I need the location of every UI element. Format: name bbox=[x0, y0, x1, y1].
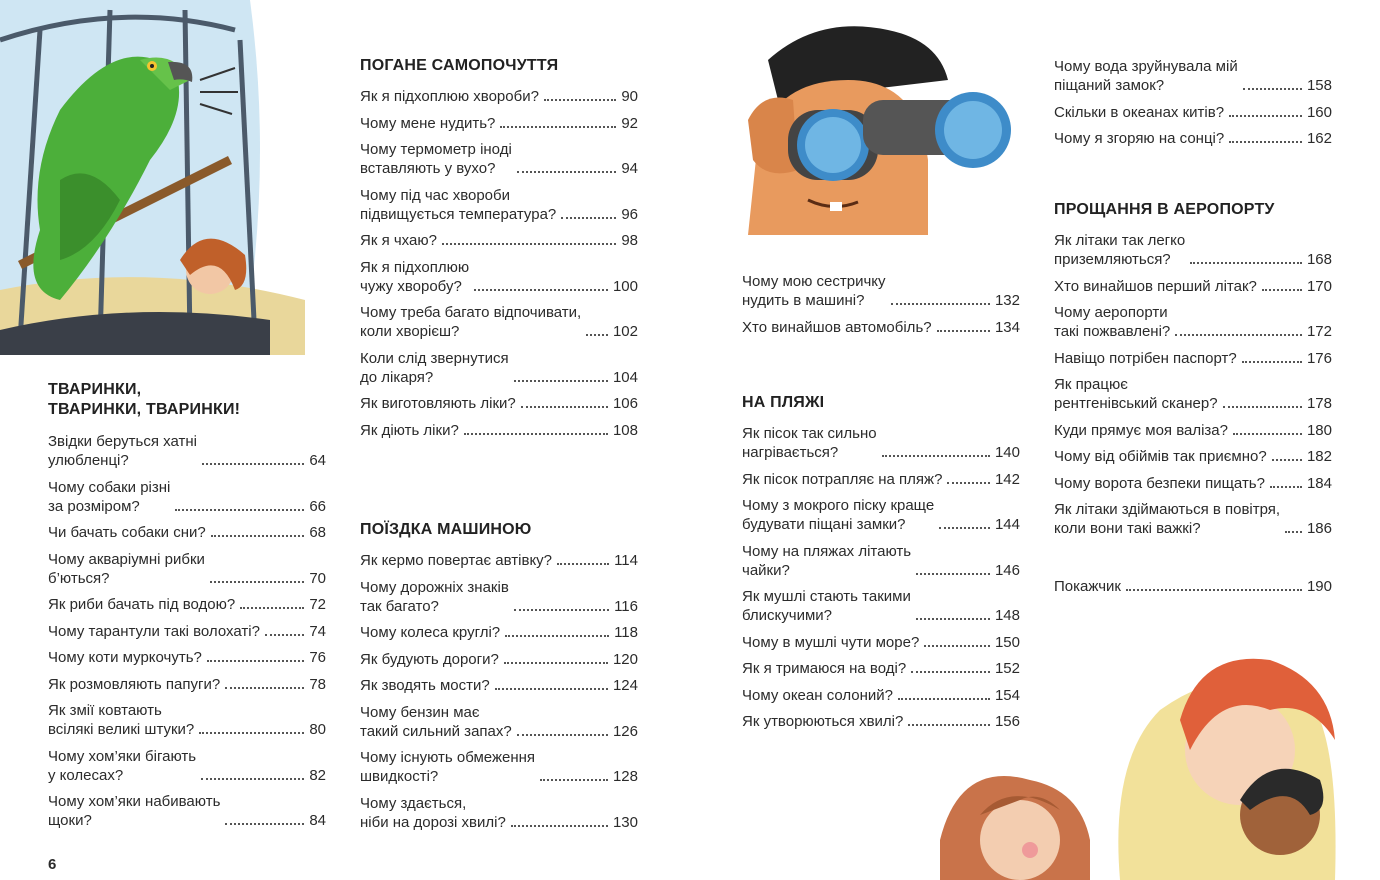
dot-leader bbox=[210, 581, 304, 583]
toc-entry bbox=[1054, 103, 1332, 122]
toc-entry-title: Як мушлі стають такими блискучими? bbox=[742, 588, 911, 624]
toc-entry-title: Чи бачать собаки сни? bbox=[48, 524, 206, 541]
dot-leader bbox=[916, 618, 990, 620]
toc-entry-page: 126 bbox=[612, 722, 638, 740]
dot-leader bbox=[211, 535, 305, 537]
toc-entry-page: 116 bbox=[614, 597, 638, 615]
toc-entry-title: Чому акваріумні рибки б’ються? bbox=[48, 550, 205, 587]
dot-leader bbox=[891, 303, 990, 305]
toc-entry bbox=[1054, 375, 1332, 413]
toc-entry-page: 142 bbox=[994, 470, 1020, 488]
toc-entry-title: Чому в мушлі чути море? bbox=[742, 633, 920, 651]
dot-leader bbox=[202, 463, 304, 465]
toc-entry-title: Чому здається, ніби на дорозі хвилі? bbox=[360, 794, 506, 831]
toc-entry-page: 180 bbox=[1306, 421, 1332, 439]
toc-entry-title: Як я підхоплюю чужу хворобу? bbox=[360, 258, 470, 295]
toc-entry-title: Як я підхоплюю хвороби? bbox=[360, 88, 539, 105]
toc-entry-page: 156 bbox=[994, 713, 1020, 730]
toc-entry bbox=[48, 550, 326, 588]
toc-entry-page: 90 bbox=[621, 88, 638, 105]
toc-entry-page: 102 bbox=[612, 323, 638, 340]
toc-entry bbox=[1054, 447, 1332, 466]
dot-leader bbox=[1233, 433, 1302, 435]
toc-entry-title: Чому коти муркочуть? bbox=[48, 649, 202, 666]
toc-entry bbox=[1054, 129, 1332, 148]
toc-entry bbox=[48, 648, 326, 667]
dot-leader bbox=[199, 732, 304, 734]
toc-entry-title: Коли слід звернутися до лікаря? bbox=[360, 349, 509, 386]
section-index bbox=[1054, 577, 1332, 604]
toc-entry bbox=[742, 542, 1020, 580]
toc-entry bbox=[742, 659, 1020, 678]
toc-entry bbox=[48, 675, 326, 694]
toc-entry bbox=[48, 432, 326, 470]
toc-entry-title: Як змії ковтають всілякі великі штуки? bbox=[48, 702, 195, 738]
toc-entry-title: Як виготовляють ліки? bbox=[360, 395, 516, 412]
dot-leader bbox=[514, 609, 609, 611]
toc-entry bbox=[742, 496, 1020, 534]
toc-entry bbox=[1054, 57, 1332, 95]
toc-entry bbox=[1054, 577, 1332, 596]
dot-leader bbox=[1243, 88, 1302, 90]
toc-entry bbox=[360, 650, 638, 669]
toc-entry-page: 184 bbox=[1306, 474, 1332, 492]
toc-entry-title: Чому хом’яки набивають щоки? bbox=[48, 793, 221, 829]
toc-entry bbox=[48, 747, 326, 785]
dot-leader bbox=[517, 734, 608, 736]
toc-entry-title: Як пісок потрапляє на пляж? bbox=[742, 470, 943, 488]
toc-entry-title: Куди прямує моя валіза? bbox=[1054, 421, 1228, 439]
toc-entry-title: Покажчик bbox=[1054, 578, 1121, 595]
toc-entry-page: 176 bbox=[1306, 349, 1332, 367]
section-title-beach: НА ПЛЯЖІ bbox=[742, 394, 825, 411]
toc-entry-title: Чому на пляжах літають чайки? bbox=[742, 542, 912, 579]
toc-entry bbox=[360, 676, 638, 695]
toc-entry-title: Хто винайшов автомобіль? bbox=[742, 318, 932, 336]
dot-leader bbox=[1272, 459, 1302, 461]
toc-entry-page: 104 bbox=[612, 368, 638, 386]
dot-leader bbox=[504, 662, 608, 664]
toc-entry-page: 124 bbox=[612, 677, 638, 694]
dot-leader bbox=[544, 99, 616, 101]
dot-leader bbox=[442, 243, 616, 245]
dot-leader bbox=[916, 573, 990, 575]
dot-leader bbox=[474, 289, 608, 291]
toc-entry bbox=[360, 231, 638, 250]
toc-entry bbox=[48, 622, 326, 641]
toc-entry-title: Чому аеропорти такі пожвавлені? bbox=[1054, 304, 1171, 340]
toc-entry-title: Чому вода зруйнувала мій піщаний замок? bbox=[1054, 58, 1238, 94]
section-car-trip bbox=[360, 520, 638, 839]
toc-entry bbox=[360, 186, 638, 224]
dot-leader bbox=[1229, 141, 1302, 143]
dot-leader bbox=[561, 217, 616, 219]
dot-leader bbox=[1270, 486, 1302, 488]
toc-entry bbox=[360, 303, 638, 341]
right-page bbox=[690, 0, 1380, 880]
dot-leader bbox=[586, 334, 608, 336]
toc-entry-page: 72 bbox=[309, 596, 326, 613]
toc-entry-title: Як діють ліки? bbox=[360, 421, 459, 439]
toc-entry-page: 118 bbox=[614, 624, 638, 641]
dot-leader bbox=[1262, 289, 1302, 291]
toc-entry-title: Хто винайшов перший літак? bbox=[1054, 277, 1257, 295]
section-airport bbox=[1054, 200, 1332, 546]
toc-entry-title: Чому собаки різні за розміром? bbox=[48, 478, 171, 515]
dot-leader bbox=[225, 823, 304, 825]
dot-leader bbox=[505, 635, 609, 637]
section-beach-continued bbox=[1054, 57, 1332, 156]
dot-leader bbox=[1242, 361, 1302, 363]
toc-entry-page: 94 bbox=[621, 160, 638, 177]
toc-entry bbox=[1054, 500, 1332, 538]
toc-entry-page: 170 bbox=[1306, 277, 1332, 295]
toc-entry bbox=[742, 318, 1020, 337]
toc-entry-title: Чому мою сестричку нудить в машині? bbox=[742, 273, 886, 309]
toc-entry-title: Звідки беруться хатні улюбленці? bbox=[48, 433, 197, 469]
toc-entry bbox=[48, 792, 326, 830]
toc-entry-page: 160 bbox=[1306, 103, 1332, 121]
dot-leader bbox=[882, 455, 990, 457]
toc-entry-title: Як літаки так легко приземляються? bbox=[1054, 232, 1186, 268]
toc-entry bbox=[48, 478, 326, 516]
toc-entry-title: Чому тарантули такі волохаті? bbox=[48, 622, 260, 640]
toc-entry-page: 140 bbox=[994, 444, 1020, 461]
toc-entry-page: 178 bbox=[1306, 395, 1332, 412]
dot-leader bbox=[511, 825, 608, 827]
dot-leader bbox=[911, 671, 990, 673]
toc-entry-title: Як працює рентгенівський сканер? bbox=[1054, 376, 1218, 412]
toc-entry-page: 68 bbox=[309, 524, 326, 541]
toc-entry-title: Чому від обіймів так приємно? bbox=[1054, 448, 1267, 465]
section-title-unwell: ПОГАНЕ САМОПОЧУТТЯ bbox=[360, 57, 559, 74]
dot-leader bbox=[939, 527, 990, 529]
toc-entry-title: Як утворюються хвилі? bbox=[742, 713, 904, 730]
dot-leader bbox=[908, 724, 990, 726]
toc-entry bbox=[360, 578, 638, 616]
toc-entry-title: Чому ворота безпеки пищать? bbox=[1054, 474, 1265, 492]
toc-entry bbox=[1054, 421, 1332, 440]
toc-entry-title: Чому існують обмеження швидкості? bbox=[360, 749, 536, 785]
dot-leader bbox=[1190, 262, 1302, 264]
toc-entry-title: Чому океан солоний? bbox=[742, 686, 894, 704]
section-title-airport: ПРОЩАННЯ В АЕРОПОРТУ bbox=[1054, 201, 1275, 218]
toc-entry-page: 190 bbox=[1306, 578, 1332, 595]
toc-entry-page: 158 bbox=[1306, 77, 1332, 94]
toc-entry-page: 172 bbox=[1306, 323, 1332, 340]
dot-leader bbox=[1175, 334, 1302, 336]
dot-leader bbox=[1285, 531, 1302, 533]
toc-entry-page: 168 bbox=[1306, 251, 1332, 268]
toc-entry-page: 144 bbox=[994, 516, 1020, 533]
toc-entry-page: 80 bbox=[309, 721, 326, 738]
toc-entry bbox=[360, 140, 638, 178]
toc-entry-page: 70 bbox=[309, 569, 326, 587]
toc-entry bbox=[1054, 277, 1332, 296]
toc-entry-title: Як я чхаю? bbox=[360, 232, 437, 249]
toc-entry bbox=[360, 114, 638, 133]
section-car-trip-continued bbox=[742, 272, 1020, 344]
toc-entry-page: 120 bbox=[612, 650, 638, 668]
parrot-illustration bbox=[0, 0, 310, 360]
dot-leader bbox=[540, 779, 608, 781]
dot-leader bbox=[517, 171, 617, 173]
toc-entry-title: Як кермо повертає автівку? bbox=[360, 552, 553, 569]
toc-entry-title: Чому мене нудить? bbox=[360, 114, 496, 132]
dot-leader bbox=[1229, 115, 1302, 117]
dot-leader bbox=[521, 406, 608, 408]
toc-entry-page: 98 bbox=[621, 232, 638, 249]
binoculars-boy-illustration bbox=[738, 20, 1028, 242]
toc-entry bbox=[48, 523, 326, 542]
dot-leader bbox=[514, 380, 608, 382]
toc-entry bbox=[360, 551, 638, 570]
toc-entry bbox=[360, 623, 638, 642]
toc-entry bbox=[742, 712, 1020, 731]
toc-entry-title: Чому колеса круглі? bbox=[360, 624, 501, 641]
toc-entry-page: 82 bbox=[309, 766, 326, 784]
toc-entry-title: Чому з мокрого піску краще будувати піщані замки? bbox=[742, 497, 935, 533]
dot-leader bbox=[500, 126, 616, 128]
toc-entry bbox=[1054, 349, 1332, 368]
toc-entry-page: 154 bbox=[994, 686, 1020, 704]
toc-entry-page: 84 bbox=[309, 812, 326, 829]
toc-entry-title: Чому бензин має такий сильний запах? bbox=[360, 703, 512, 740]
toc-entry-page: 152 bbox=[994, 660, 1020, 677]
dot-leader bbox=[924, 645, 990, 647]
toc-entry-page: 148 bbox=[994, 607, 1020, 624]
toc-entry-title: Як будують дороги? bbox=[360, 650, 499, 668]
toc-entry-page: 92 bbox=[621, 114, 638, 132]
dot-leader bbox=[557, 563, 609, 565]
toc-entry-page: 66 bbox=[309, 497, 326, 515]
toc-entry bbox=[742, 424, 1020, 462]
toc-entry-page: 78 bbox=[309, 675, 326, 693]
toc-entry-page: 64 bbox=[309, 452, 326, 469]
dot-leader bbox=[947, 482, 990, 484]
dot-leader bbox=[1223, 406, 1302, 408]
dot-leader bbox=[201, 778, 304, 780]
toc-entry bbox=[360, 87, 638, 106]
toc-entry bbox=[360, 421, 638, 440]
section-animals bbox=[48, 380, 326, 838]
toc-entry-page: 100 bbox=[612, 277, 638, 295]
toc-entry-title: Як зводять мости? bbox=[360, 677, 490, 694]
toc-entry-page: 186 bbox=[1306, 520, 1332, 537]
dot-leader bbox=[937, 330, 990, 332]
toc-entry bbox=[360, 703, 638, 741]
toc-entry-page: 150 bbox=[994, 633, 1020, 651]
toc-entry bbox=[360, 349, 638, 387]
toc-entry bbox=[742, 470, 1020, 489]
toc-entry bbox=[742, 587, 1020, 625]
toc-entry-title: Чому я згоряю на сонці? bbox=[1054, 130, 1225, 147]
toc-entry-page: 74 bbox=[309, 622, 326, 640]
dot-leader bbox=[175, 509, 304, 511]
toc-entry-title: Чому термометр іноді вставляють у вухо? bbox=[360, 141, 512, 177]
toc-entry-title: Як літаки здіймаються в повітря, коли вони такі важкі? bbox=[1054, 501, 1281, 537]
dot-leader bbox=[1126, 589, 1302, 591]
toc-entry bbox=[360, 394, 638, 413]
toc-entry bbox=[1054, 231, 1332, 269]
toc-entry-page: 96 bbox=[621, 205, 638, 223]
toc-entry-page: 146 bbox=[994, 561, 1020, 579]
toc-entry-page: 114 bbox=[614, 552, 638, 569]
dot-leader bbox=[265, 634, 304, 636]
section-unwell bbox=[360, 56, 638, 447]
toc-entry-page: 128 bbox=[612, 768, 638, 785]
toc-entry bbox=[1054, 474, 1332, 493]
toc-entry-page: 130 bbox=[612, 813, 638, 831]
toc-entry bbox=[360, 258, 638, 296]
dot-leader bbox=[207, 660, 304, 662]
toc-entry-title: Як я тримаюся на воді? bbox=[742, 660, 907, 677]
dot-leader bbox=[495, 688, 608, 690]
dot-leader bbox=[225, 687, 304, 689]
toc-entry bbox=[742, 633, 1020, 652]
toc-entry-title: Чому хом’яки бігають у колесах? bbox=[48, 747, 197, 784]
toc-entry bbox=[742, 686, 1020, 705]
toc-entry bbox=[360, 794, 638, 832]
toc-entry-title: Чому дорожніх знаків так багато? bbox=[360, 578, 509, 615]
toc-entry bbox=[48, 701, 326, 739]
toc-entry-title: Чому під час хвороби підвищується температура? bbox=[360, 186, 557, 223]
section-title-car-trip: ПОЇЗДКА МАШИНОЮ bbox=[360, 521, 532, 538]
toc-entry-title: Як риби бачать під водою? bbox=[48, 596, 236, 613]
dot-leader bbox=[898, 698, 990, 700]
toc-entry-page: 106 bbox=[612, 395, 638, 412]
toc-entry bbox=[360, 748, 638, 786]
toc-entry-title: Як розмовляють папуги? bbox=[48, 675, 221, 693]
toc-entry-title: Навіщо потрібен паспорт? bbox=[1054, 349, 1237, 367]
toc-entry-page: 108 bbox=[612, 421, 638, 439]
toc-entry bbox=[742, 272, 1020, 310]
toc-entry bbox=[48, 595, 326, 614]
toc-entry-page: 182 bbox=[1306, 448, 1332, 465]
toc-entry-page: 132 bbox=[994, 292, 1020, 309]
toc-entry-title: Скільки в океанах китів? bbox=[1054, 103, 1225, 121]
section-beach bbox=[742, 393, 1020, 739]
toc-entry-page: 134 bbox=[994, 318, 1020, 336]
toc-entry-page: 76 bbox=[309, 649, 326, 666]
page-number: 6 bbox=[48, 856, 57, 873]
toc-entry-title: Як пісок так сильно нагрівається? bbox=[742, 425, 877, 461]
dot-leader bbox=[240, 607, 304, 609]
toc-entry-page: 162 bbox=[1306, 130, 1332, 147]
dot-leader bbox=[464, 433, 608, 435]
toc-entry-title: Чому треба багато відпочивати, коли хворієш? bbox=[360, 304, 582, 340]
section-title-animals: ТВАРИНКИ, ТВАРИНКИ, ТВАРИНКИ! bbox=[48, 381, 241, 418]
toc-entry bbox=[1054, 303, 1332, 341]
